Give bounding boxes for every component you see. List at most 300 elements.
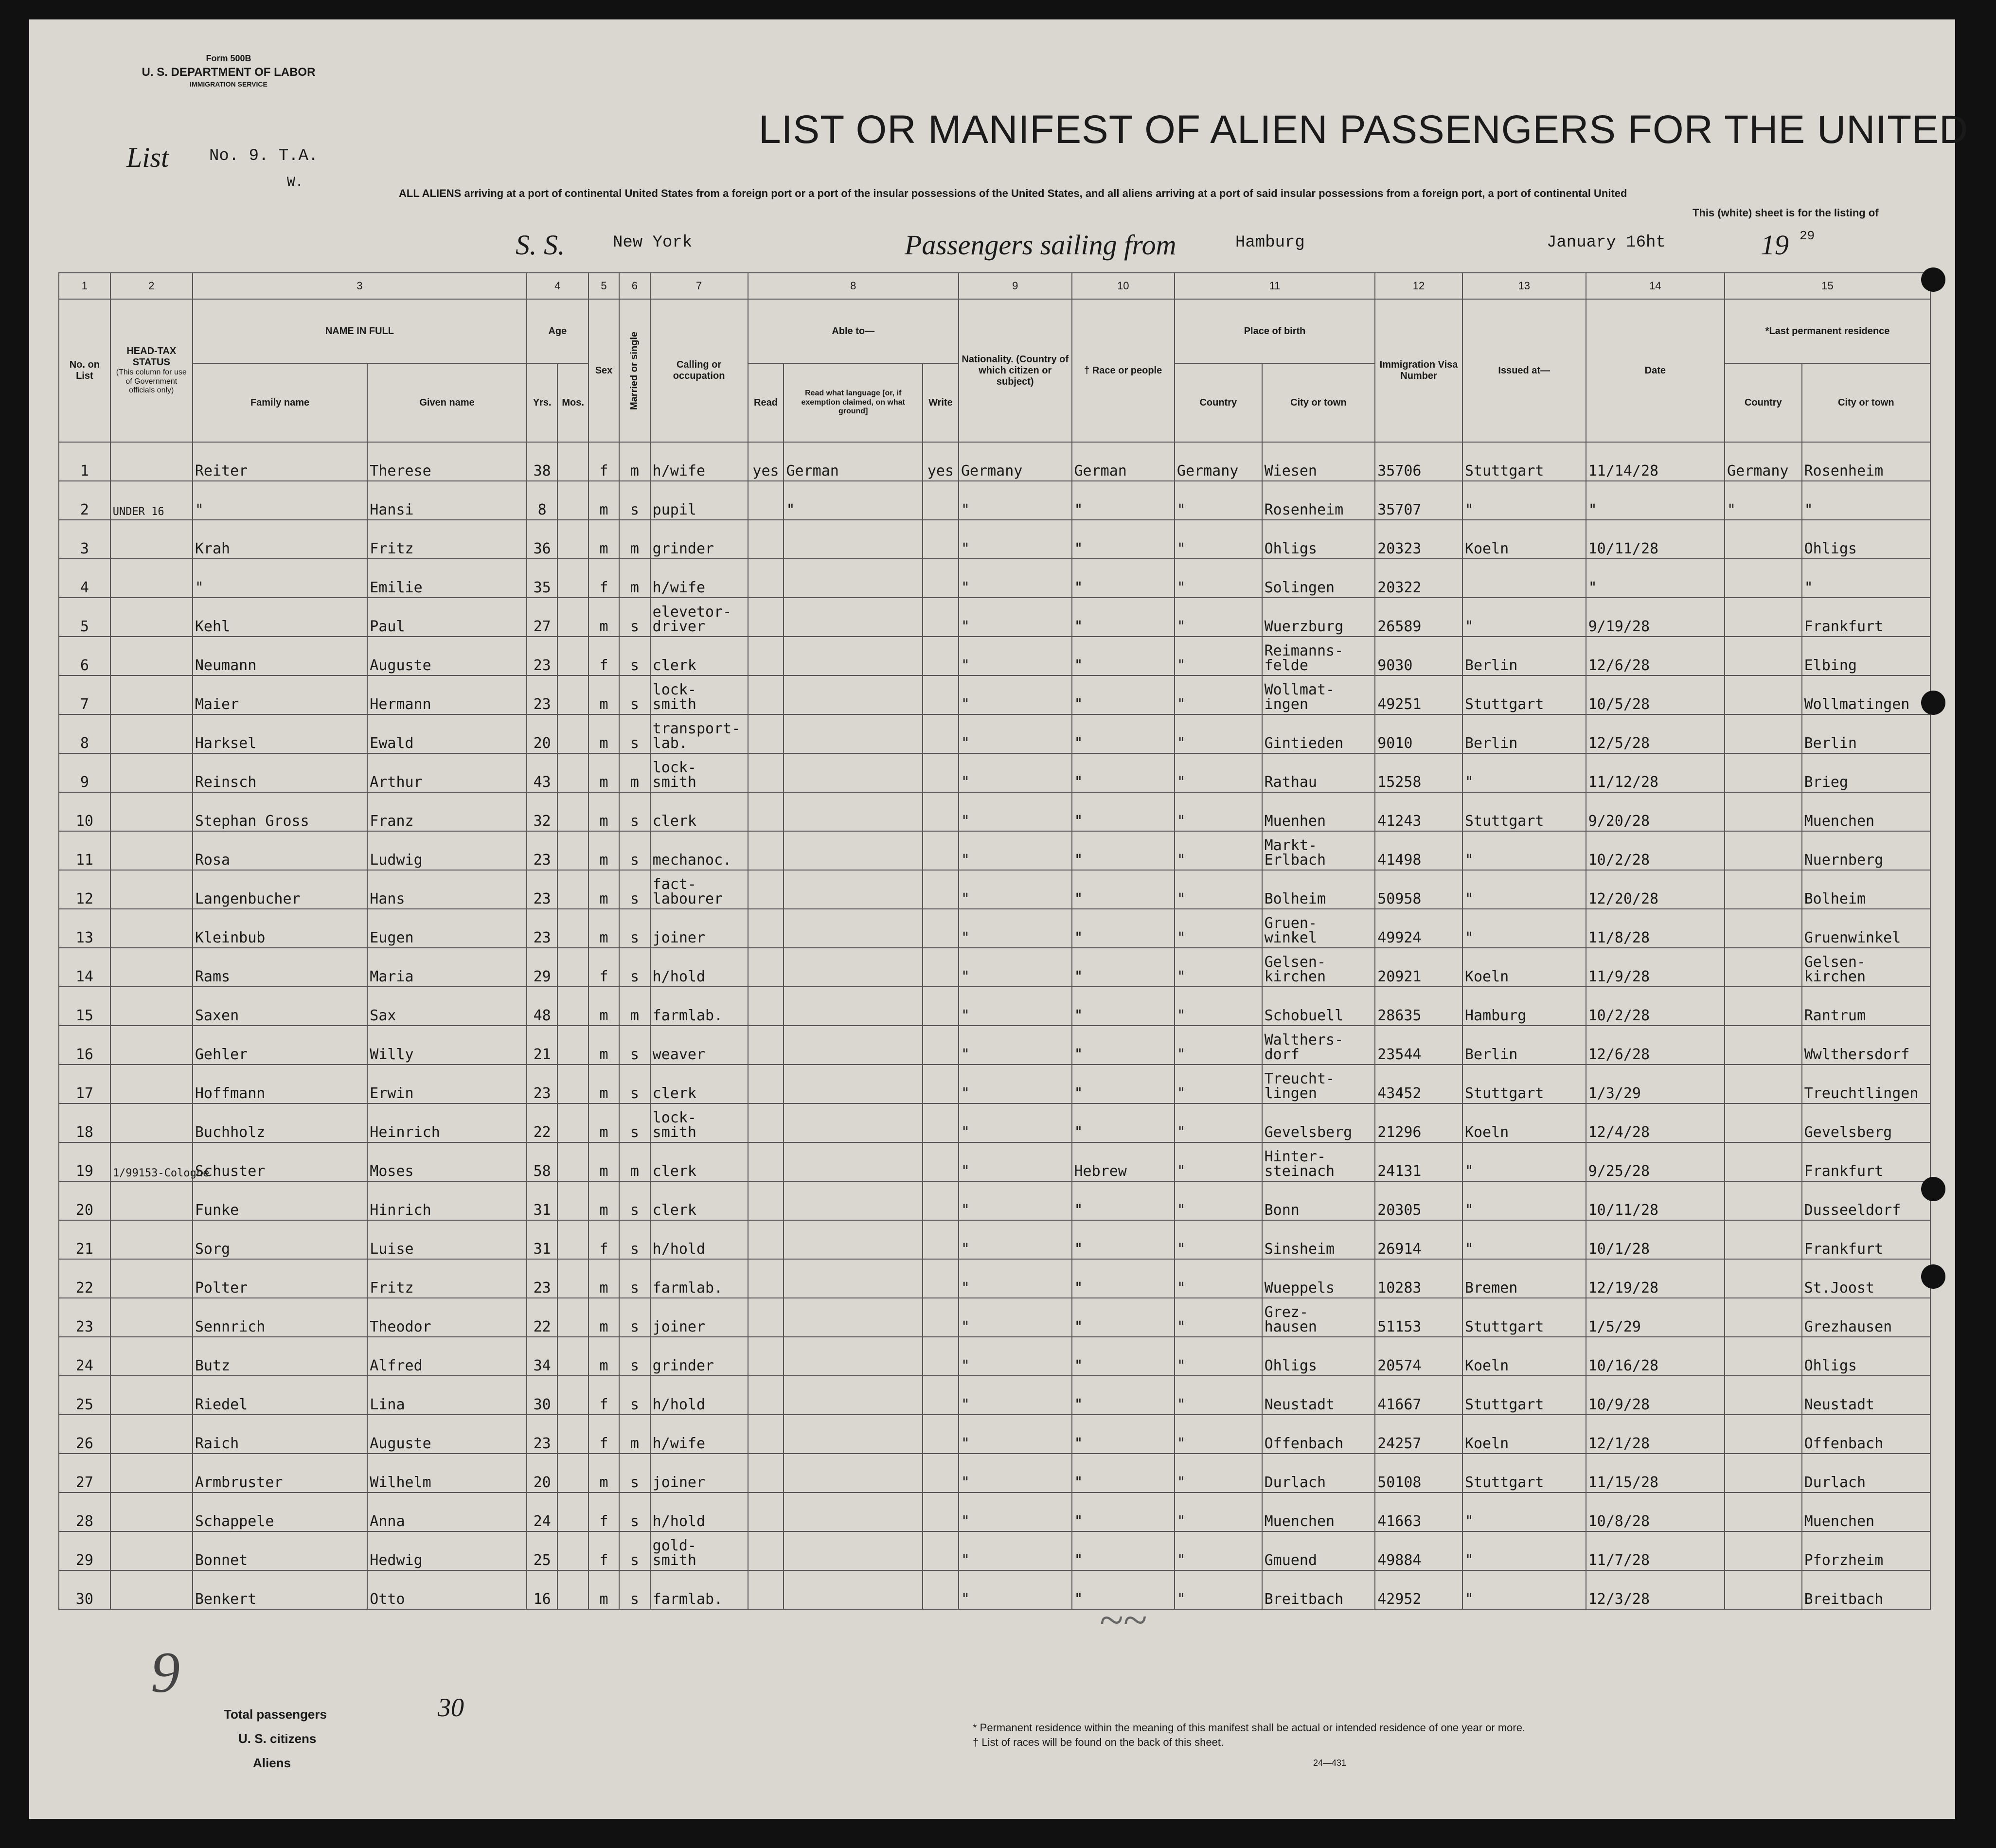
visa-issued-at-cell: Stuttgart [1462,1298,1586,1337]
marital-status-cell: m [619,520,650,559]
marital-status-cell: s [619,675,650,714]
visa-number-cell: 49884 [1375,1531,1462,1570]
birth-country-cell: " [1175,1454,1262,1493]
race-cell: " [1072,1337,1175,1376]
can-read-cell [748,792,784,831]
table-row [59,987,1930,1026]
birth-city-cell: Hinter- steinach [1262,1142,1375,1181]
head-tax-cell [110,520,193,559]
race-cell: " [1072,909,1175,948]
read-language-cell [784,1259,922,1298]
header-row-1 [59,299,1930,363]
birth-city-cell: Gelsen- kirchen [1262,948,1375,987]
visa-date-cell: 10/11/28 [1586,520,1725,559]
can-read-cell [748,1454,784,1493]
residence-city-cell: " [1802,559,1930,598]
birth-city-cell: Wollmat- ingen [1262,675,1375,714]
read-language-cell [784,1454,922,1493]
col-number: 4 [527,273,588,299]
nationality-cell: " [959,1570,1072,1609]
given-name-cell: Auguste [367,637,527,675]
given-name-cell: Hansi [367,481,527,520]
can-read-cell [748,559,784,598]
visa-number-cell: 26914 [1375,1220,1462,1259]
head-tax-cell [110,831,193,870]
can-write-cell [923,1220,959,1259]
sex-cell: m [588,598,619,637]
race-cell: " [1072,1298,1175,1337]
nationality-cell: " [959,792,1072,831]
table-row [59,753,1930,792]
given-name-cell: Fritz [367,1259,527,1298]
birth-city-cell: Neustadt [1262,1376,1375,1415]
birth-city-cell: Treucht- lingen [1262,1065,1375,1103]
race-cell: " [1072,1454,1175,1493]
can-write-cell [923,1259,959,1298]
age-yrs-cell: 23 [527,637,557,675]
can-write-cell [923,792,959,831]
read-language-cell: German [784,442,922,481]
residence-city-cell: Frankfurt [1802,1220,1930,1259]
birth-country-cell: " [1175,1065,1262,1103]
age-mos-cell [557,1531,588,1570]
birth-country-cell: " [1175,831,1262,870]
birth-city-cell: Offenbach [1262,1415,1375,1454]
residence-city-cell: Muenchen [1802,792,1930,831]
can-read-cell [748,714,784,753]
age-yrs-cell: 23 [527,1259,557,1298]
family-name-cell: Stephan Gross [193,792,367,831]
head-tax-cell [110,1259,193,1298]
birth-country-cell: " [1175,481,1262,520]
family-name-cell: Buchholz [193,1103,367,1142]
race-cell: " [1072,870,1175,909]
row-number: 20 [59,1181,110,1220]
total-passengers-label: Total passengers [224,1707,327,1722]
nationality-cell: " [959,1493,1072,1531]
age-mos-cell [557,637,588,675]
family-name-cell: Rosa [193,831,367,870]
header-head-tax [110,299,193,442]
row-number: 16 [59,1026,110,1065]
residence-country-cell [1725,559,1802,598]
nationality-cell: " [959,598,1072,637]
race-cell: " [1072,1531,1175,1570]
visa-date-cell: 10/11/28 [1586,1181,1725,1220]
birth-country-cell: " [1175,1493,1262,1531]
race-cell: " [1072,637,1175,675]
table-row [59,1220,1930,1259]
nationality-cell: " [959,1065,1072,1103]
residence-city-cell: Muenchen [1802,1493,1930,1531]
residence-country-cell [1725,1493,1802,1531]
can-read-cell [748,1415,784,1454]
visa-issued-at-cell: Koeln [1462,948,1586,987]
head-tax-cell [110,1454,193,1493]
birth-city-cell: Walthers- dorf [1262,1026,1375,1065]
header-read-language: Read what language [or, if exemption claimed, on what ground] [784,363,922,442]
given-name-cell: Hans [367,870,527,909]
can-write-cell [923,598,959,637]
visa-issued-at-cell: Stuttgart [1462,675,1586,714]
marital-status-cell: s [619,1298,650,1337]
residence-country-cell [1725,753,1802,792]
visa-issued-at-cell: " [1462,1142,1586,1181]
table-row [59,481,1930,520]
race-cell: Hebrew [1072,1142,1175,1181]
ss-label: S. S. [516,229,565,261]
row-number: 10 [59,792,110,831]
given-name-cell: Hermann [367,675,527,714]
residence-country-cell [1725,1026,1802,1065]
race-cell: " [1072,1220,1175,1259]
occupation-cell: joiner [650,1298,748,1337]
occupation-cell: lock- smith [650,675,748,714]
can-read-cell [748,1259,784,1298]
family-name-cell: Butz [193,1337,367,1376]
family-name-cell: Saxen [193,987,367,1026]
visa-number-cell: 10283 [1375,1259,1462,1298]
read-language-cell: " [784,481,922,520]
can-write-cell [923,1337,959,1376]
can-read-cell [748,831,784,870]
head-tax-cell [110,1415,193,1454]
residence-country-cell [1725,1142,1802,1181]
header-visa: Immigration Visa Number [1375,299,1462,442]
residence-city-cell: Rosenheim [1802,442,1930,481]
age-yrs-cell: 23 [527,675,557,714]
read-language-cell [784,831,922,870]
head-tax-cell [110,598,193,637]
col-number: 3 [193,273,527,299]
visa-issued-at-cell: Hamburg [1462,987,1586,1026]
departure-port: Hamburg [1235,233,1305,252]
can-read-cell [748,1337,784,1376]
age-mos-cell [557,1454,588,1493]
can-write-cell [923,1570,959,1609]
residence-country-cell [1725,1259,1802,1298]
year-suffix: 29 [1800,229,1815,243]
race-cell: " [1072,753,1175,792]
row-number: 4 [59,559,110,598]
binder-hole [1921,1264,1945,1289]
head-tax-cell [110,1493,193,1531]
family-name-cell: Reiter [193,442,367,481]
read-language-cell [784,1298,922,1337]
occupation-cell: h/wife [650,559,748,598]
birth-city-cell: Breitbach [1262,1570,1375,1609]
residence-city-cell: Gruenwinkel [1802,909,1930,948]
nationality-cell: " [959,481,1072,520]
residence-country-cell [1725,1181,1802,1220]
head-tax-cell [110,870,193,909]
can-write-cell [923,948,959,987]
residence-country-cell [1725,1337,1802,1376]
header-birth-city: City or town [1262,363,1375,442]
age-yrs-cell: 23 [527,1415,557,1454]
residence-country-cell [1725,675,1802,714]
birth-country-cell: " [1175,1570,1262,1609]
col-number: 13 [1462,273,1586,299]
marital-status-cell: s [619,831,650,870]
visa-date-cell: 10/2/28 [1586,987,1725,1026]
given-name-cell: Lina [367,1376,527,1415]
table-row [59,1570,1930,1609]
col-number: 10 [1072,273,1175,299]
occupation-cell: h/hold [650,948,748,987]
visa-issued-at-cell: " [1462,1570,1586,1609]
sex-cell: f [588,637,619,675]
can-read-cell [748,1531,784,1570]
nationality-cell: Germany [959,442,1072,481]
age-mos-cell [557,1026,588,1065]
family-name-cell: Polter [193,1259,367,1298]
head-tax-cell [110,1376,193,1415]
read-language-cell [784,1337,922,1376]
visa-date-cell: 12/20/28 [1586,870,1725,909]
occupation-cell: h/wife [650,1415,748,1454]
birth-country-cell: " [1175,675,1262,714]
head-tax-cell [110,948,193,987]
visa-issued-at-cell: Berlin [1462,637,1586,675]
visa-number-cell: 41667 [1375,1376,1462,1415]
residence-city-cell: Bolheim [1802,870,1930,909]
read-language-cell [784,1103,922,1142]
read-language-cell [784,1026,922,1065]
table-row [59,675,1930,714]
can-read-cell [748,1181,784,1220]
head-tax-cell [110,1298,193,1337]
col-number: 7 [650,273,748,299]
race-cell: " [1072,1376,1175,1415]
birth-country-cell: " [1175,598,1262,637]
given-name-cell: Emilie [367,559,527,598]
nationality-cell: " [959,1376,1072,1415]
occupation-cell: transport- lab. [650,714,748,753]
visa-date-cell: 11/9/28 [1586,948,1725,987]
age-yrs-cell: 25 [527,1531,557,1570]
marital-status-cell: m [619,1415,650,1454]
head-tax-cell [110,1065,193,1103]
sex-cell: m [588,520,619,559]
row-number: 5 [59,598,110,637]
table-row [59,1298,1930,1337]
visa-date-cell: " [1586,559,1725,598]
can-write-cell [923,637,959,675]
nationality-cell: " [959,1181,1072,1220]
family-name-cell: Bonnet [193,1531,367,1570]
residence-city-cell: Offenbach [1802,1415,1930,1454]
passenger-table [58,272,1931,1610]
table-row [59,909,1930,948]
header-age: Age [527,299,588,363]
can-write-cell [923,1142,959,1181]
family-name-cell: " [193,481,367,520]
nationality-cell: " [959,1337,1072,1376]
nationality-cell: " [959,948,1072,987]
residence-city-cell: Ohligs [1802,1337,1930,1376]
family-name-cell: Raich [193,1415,367,1454]
can-read-cell [748,1026,784,1065]
given-name-cell: Heinrich [367,1103,527,1142]
occupation-cell: pupil [650,481,748,520]
visa-date-cell: 12/5/28 [1586,714,1725,753]
birth-country-cell: " [1175,1181,1262,1220]
birth-country-cell: " [1175,1259,1262,1298]
age-mos-cell [557,1220,588,1259]
visa-issued-at-cell: Stuttgart [1462,792,1586,831]
given-name-cell: Erwin [367,1065,527,1103]
read-language-cell [784,1220,922,1259]
sailing-from-label: Passengers sailing from [905,229,1176,261]
family-name-cell: Kehl [193,598,367,637]
age-mos-cell [557,1298,588,1337]
residence-city-cell: Breitbach [1802,1570,1930,1609]
visa-number-cell: 35706 [1375,442,1462,481]
family-name-cell: Benkert [193,1570,367,1609]
head-tax-cell [110,792,193,831]
table-row [59,831,1930,870]
header-married: Married or single [619,299,650,442]
birth-country-cell: " [1175,1376,1262,1415]
passenger-rows [59,442,1930,1609]
head-tax-cell: 1/99153-Cologne [110,1142,193,1181]
row-number: 24 [59,1337,110,1376]
nationality-cell: " [959,870,1072,909]
age-yrs-cell: 22 [527,1298,557,1337]
sex-cell: m [588,1259,619,1298]
header-write: Write [923,363,959,442]
given-name-cell: Therese [367,442,527,481]
can-read-cell [748,1570,784,1609]
nationality-cell: " [959,1454,1072,1493]
header-place-of-birth: Place of birth [1175,299,1375,363]
row-number: 19 [59,1142,110,1181]
visa-date-cell: 1/5/29 [1586,1298,1725,1337]
age-yrs-cell: 35 [527,559,557,598]
occupation-cell: clerk [650,1142,748,1181]
marital-status-cell: s [619,1570,650,1609]
family-name-cell: Langenbucher [193,870,367,909]
family-name-cell: Schappele [193,1493,367,1531]
family-name-cell: " [193,559,367,598]
occupation-cell: mechanoc. [650,831,748,870]
visa-issued-at-cell: " [1462,481,1586,520]
row-number: 14 [59,948,110,987]
occupation-cell: grinder [650,520,748,559]
birth-country-cell: " [1175,1415,1262,1454]
birth-country-cell: " [1175,792,1262,831]
row-number: 18 [59,1103,110,1142]
can-write-cell [923,870,959,909]
residence-city-cell: Gevelsberg [1802,1103,1930,1142]
given-name-cell: Hedwig [367,1531,527,1570]
can-write-cell [923,1376,959,1415]
row-number: 26 [59,1415,110,1454]
age-mos-cell [557,909,588,948]
age-yrs-cell: 20 [527,714,557,753]
read-language-cell [784,1570,922,1609]
sex-cell: f [588,1220,619,1259]
given-name-cell: Franz [367,792,527,831]
table-row [59,1065,1930,1103]
occupation-cell: clerk [650,637,748,675]
given-name-cell: Alfred [367,1337,527,1376]
read-language-cell [784,1376,922,1415]
visa-number-cell: 41663 [1375,1493,1462,1531]
age-yrs-cell: 23 [527,831,557,870]
header-nationality: Nationality. (Country of which citizen or subject) [959,299,1072,442]
residence-city-cell: Pforzheim [1802,1531,1930,1570]
read-language-cell [784,637,922,675]
occupation-cell: h/hold [650,1220,748,1259]
sex-cell: f [588,442,619,481]
read-language-cell [784,1415,922,1454]
sex-cell: m [588,1454,619,1493]
visa-issued-at-cell: " [1462,598,1586,637]
age-mos-cell [557,675,588,714]
visa-issued-at-cell: Koeln [1462,520,1586,559]
race-cell: " [1072,481,1175,520]
table-row [59,1376,1930,1415]
given-name-cell: Sax [367,987,527,1026]
table-row [59,1142,1930,1181]
birth-country-cell: " [1175,1298,1262,1337]
age-yrs-cell: 22 [527,1103,557,1142]
binder-hole [1921,691,1945,715]
birth-city-cell: Wiesen [1262,442,1375,481]
age-yrs-cell: 16 [527,1570,557,1609]
row-number: 6 [59,637,110,675]
given-name-cell: Ewald [367,714,527,753]
can-read-cell [748,1220,784,1259]
can-read-cell [748,1493,784,1531]
residence-country-cell [1725,1570,1802,1609]
birth-country-cell: " [1175,559,1262,598]
birth-country-cell: " [1175,909,1262,948]
head-tax-cell [110,987,193,1026]
can-write-cell [923,909,959,948]
age-mos-cell [557,1065,588,1103]
header-birth-country: Country [1175,363,1262,442]
residence-city-cell: Dusseeldorf [1802,1181,1930,1220]
visa-date-cell: 9/19/28 [1586,598,1725,637]
visa-date-cell: 11/14/28 [1586,442,1725,481]
header-read: Read [748,363,784,442]
residence-country-cell [1725,948,1802,987]
age-yrs-cell: 23 [527,870,557,909]
age-yrs-cell: 36 [527,520,557,559]
visa-number-cell: 23544 [1375,1026,1462,1065]
residence-country-cell [1725,1454,1802,1493]
residence-country-cell [1725,637,1802,675]
visa-issued-at-cell: Koeln [1462,1415,1586,1454]
age-yrs-cell: 8 [527,481,557,520]
residence-country-cell [1725,792,1802,831]
can-read-cell [748,598,784,637]
table-row [59,1337,1930,1376]
occupation-cell: farmlab. [650,987,748,1026]
head-tax-cell [110,909,193,948]
birth-country-cell: " [1175,1026,1262,1065]
visa-issued-at-cell: " [1462,909,1586,948]
birth-country-cell: " [1175,1103,1262,1142]
occupation-cell: clerk [650,1181,748,1220]
occupation-cell: gold- smith [650,1531,748,1570]
birth-country-cell: " [1175,870,1262,909]
can-read-cell [748,909,784,948]
age-yrs-cell: 27 [527,598,557,637]
